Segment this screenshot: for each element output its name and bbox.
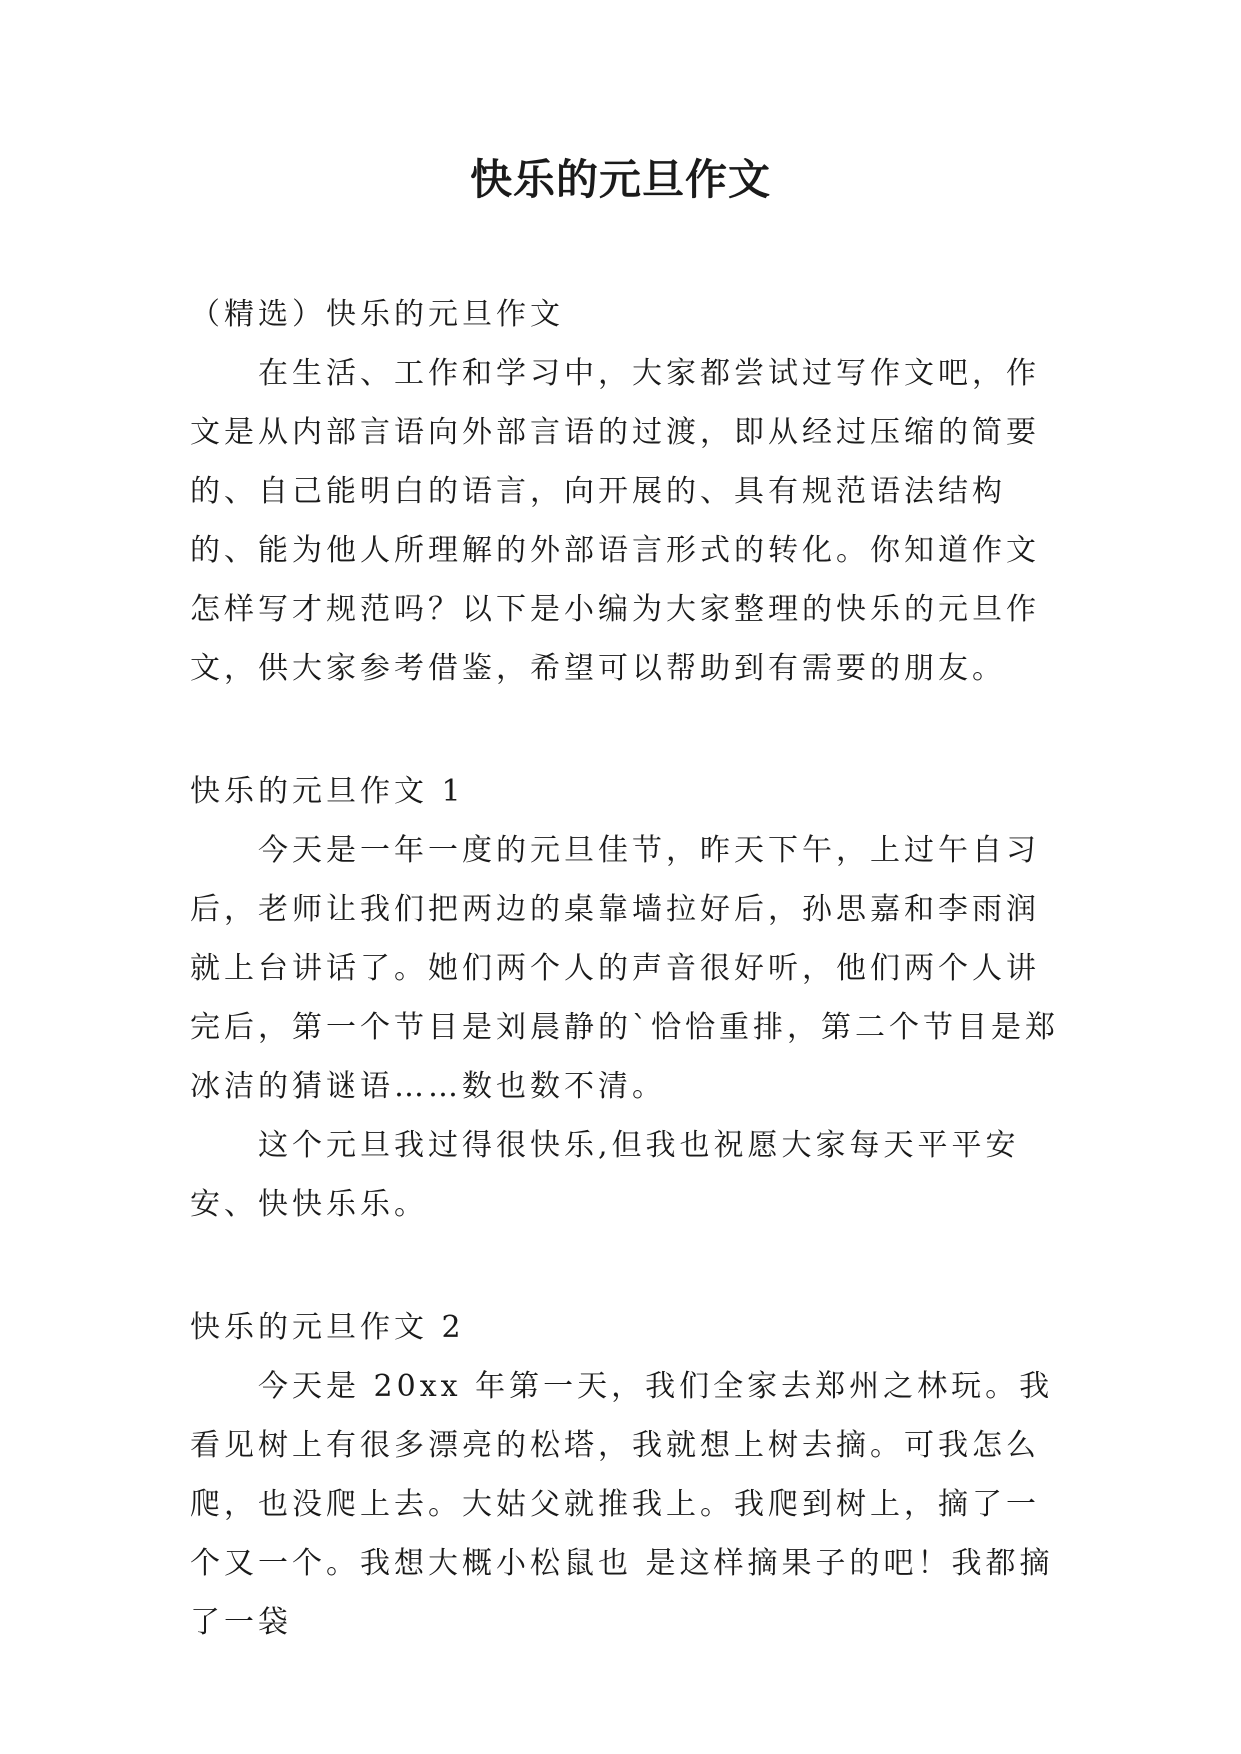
section-heading-1: 快乐的元旦作文 1 — [190, 774, 465, 809]
section-gap — [190, 698, 1060, 762]
document-title: 快乐的元旦作文 — [469, 155, 771, 204]
section-gap — [190, 1234, 1060, 1298]
section-1-paragraph-1: 今天是一年一度的元旦佳节，昨天下午，上过午自习后，老师让我们把两边的桌靠墙拉好后，孙思嘉和李雨润就上台讲话了。她们两个人的声音很好听，他们两个人讲完后，第一个节目是刘晨静的`恰恰重排，第二个节目是郑冰洁的猜谜语……数也数不清。 — [190, 833, 1059, 1104]
section-1-paragraph-2: 这个元旦我过得很快乐,但我也祝愿大家每天平平安安、快快乐乐。 — [190, 1128, 1020, 1222]
section-2-paragraph-1: 今天是 20xx 年第一天，我们全家去郑州之林玩。我看见树上有很多漂亮的松塔，我就想上树去摘。可我怎么爬，也没爬上去。大姑父就推我上。我爬到树上，摘了一个又一个。我想大概小松鼠也 是这样摘果子的吧！我都摘了一袋 — [190, 1369, 1054, 1640]
document-body — [190, 285, 1060, 1652]
section-heading-2: 快乐的元旦作文 2 — [190, 1310, 465, 1345]
document-subtitle: （精选）快乐的元旦作文 — [190, 297, 564, 332]
intro-paragraph: 在生活、工作和学习中，大家都尝试过写作文吧，作文是从内部言语向外部言语的过渡，即从经过压缩的简要的、自己能明白的语言，向开展的、具有规范语法结构的、能为他人所理解的外部语言形式的转化。你知道作文怎样写才规范吗？以下是小编为大家整理的快乐的元旦作文，供大家参考借鉴，希望可以帮助到有需要的朋友。 — [190, 356, 1040, 686]
